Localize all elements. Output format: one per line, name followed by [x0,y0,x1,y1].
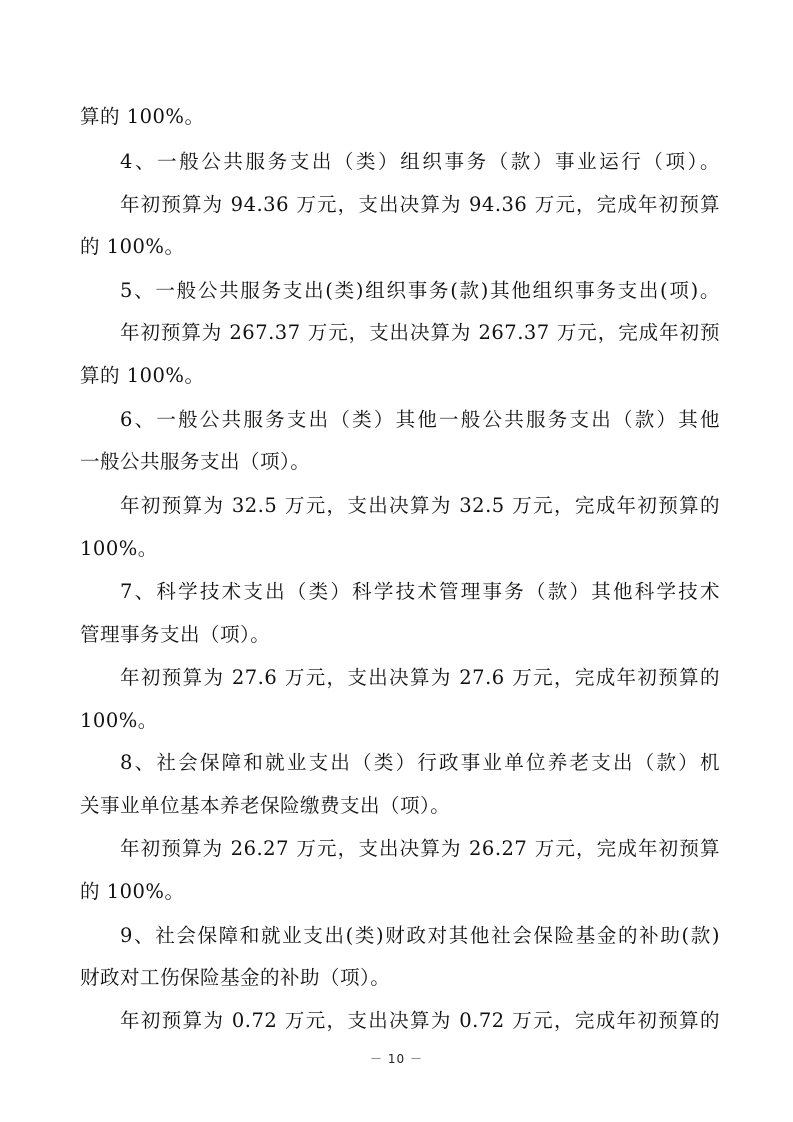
text-line: 年初预算为 32.5 万元，支出决算为 32.5 万元，完成年初预算的 [120,494,720,517]
text-line: 的 100%。 [80,880,185,903]
text-line: 年初预算为 0.72 万元，支出决算为 0.72 万元，完成年初预算的 [120,1009,720,1032]
text-line: 一般公共服务支出（项）。 [80,450,311,473]
text-line: 年初预算为 267.37 万元，支出决算为 267.37 万元，完成年初预 [120,321,720,344]
text-line: 8、社会保障和就业支出（类）行政事业单位养老支出（款）机 [120,751,720,774]
text-line: 管理事务支出（项）。 [80,623,271,646]
text-line: 5、一般公共服务支出(类)组织事务(款)其他组织事务支出(项)。 [120,279,720,302]
text-line: 算的 100%。 [80,105,205,128]
text-line: 年初预算为 94.36 万元，支出决算为 94.36 万元，完成年初预算 [120,193,720,216]
text-line: 100%。 [80,537,158,560]
page-number: － 10 － [370,1052,423,1066]
text-line: 关事业单位基本养老保险缴费支出（项）。 [80,794,451,817]
text-line: 算的 100%。 [80,364,205,387]
text-line: 财政对工伤保险基金的补助（项）。 [80,966,391,989]
text-line: 100%。 [80,709,158,732]
text-line: 6、一般公共服务支出（类）其他一般公共服务支出（款）其他 [120,408,720,431]
text-line: 年初预算为 26.27 万元，支出决算为 26.27 万元，完成年初预算 [120,837,720,860]
text-line: 的 100%。 [80,235,185,258]
text-line: 7、科学技术支出（类）科学技术管理事务（款）其他科学技术 [120,580,720,603]
text-line: 4、一般公共服务支出（类）组织事务（款）事业运行（项）。 [120,150,720,173]
text-line: 年初预算为 27.6 万元，支出决算为 27.6 万元，完成年初预算的 [120,666,720,689]
text-line: 9、社会保障和就业支出(类)财政对其他社会保险基金的补助(款) [120,924,720,947]
